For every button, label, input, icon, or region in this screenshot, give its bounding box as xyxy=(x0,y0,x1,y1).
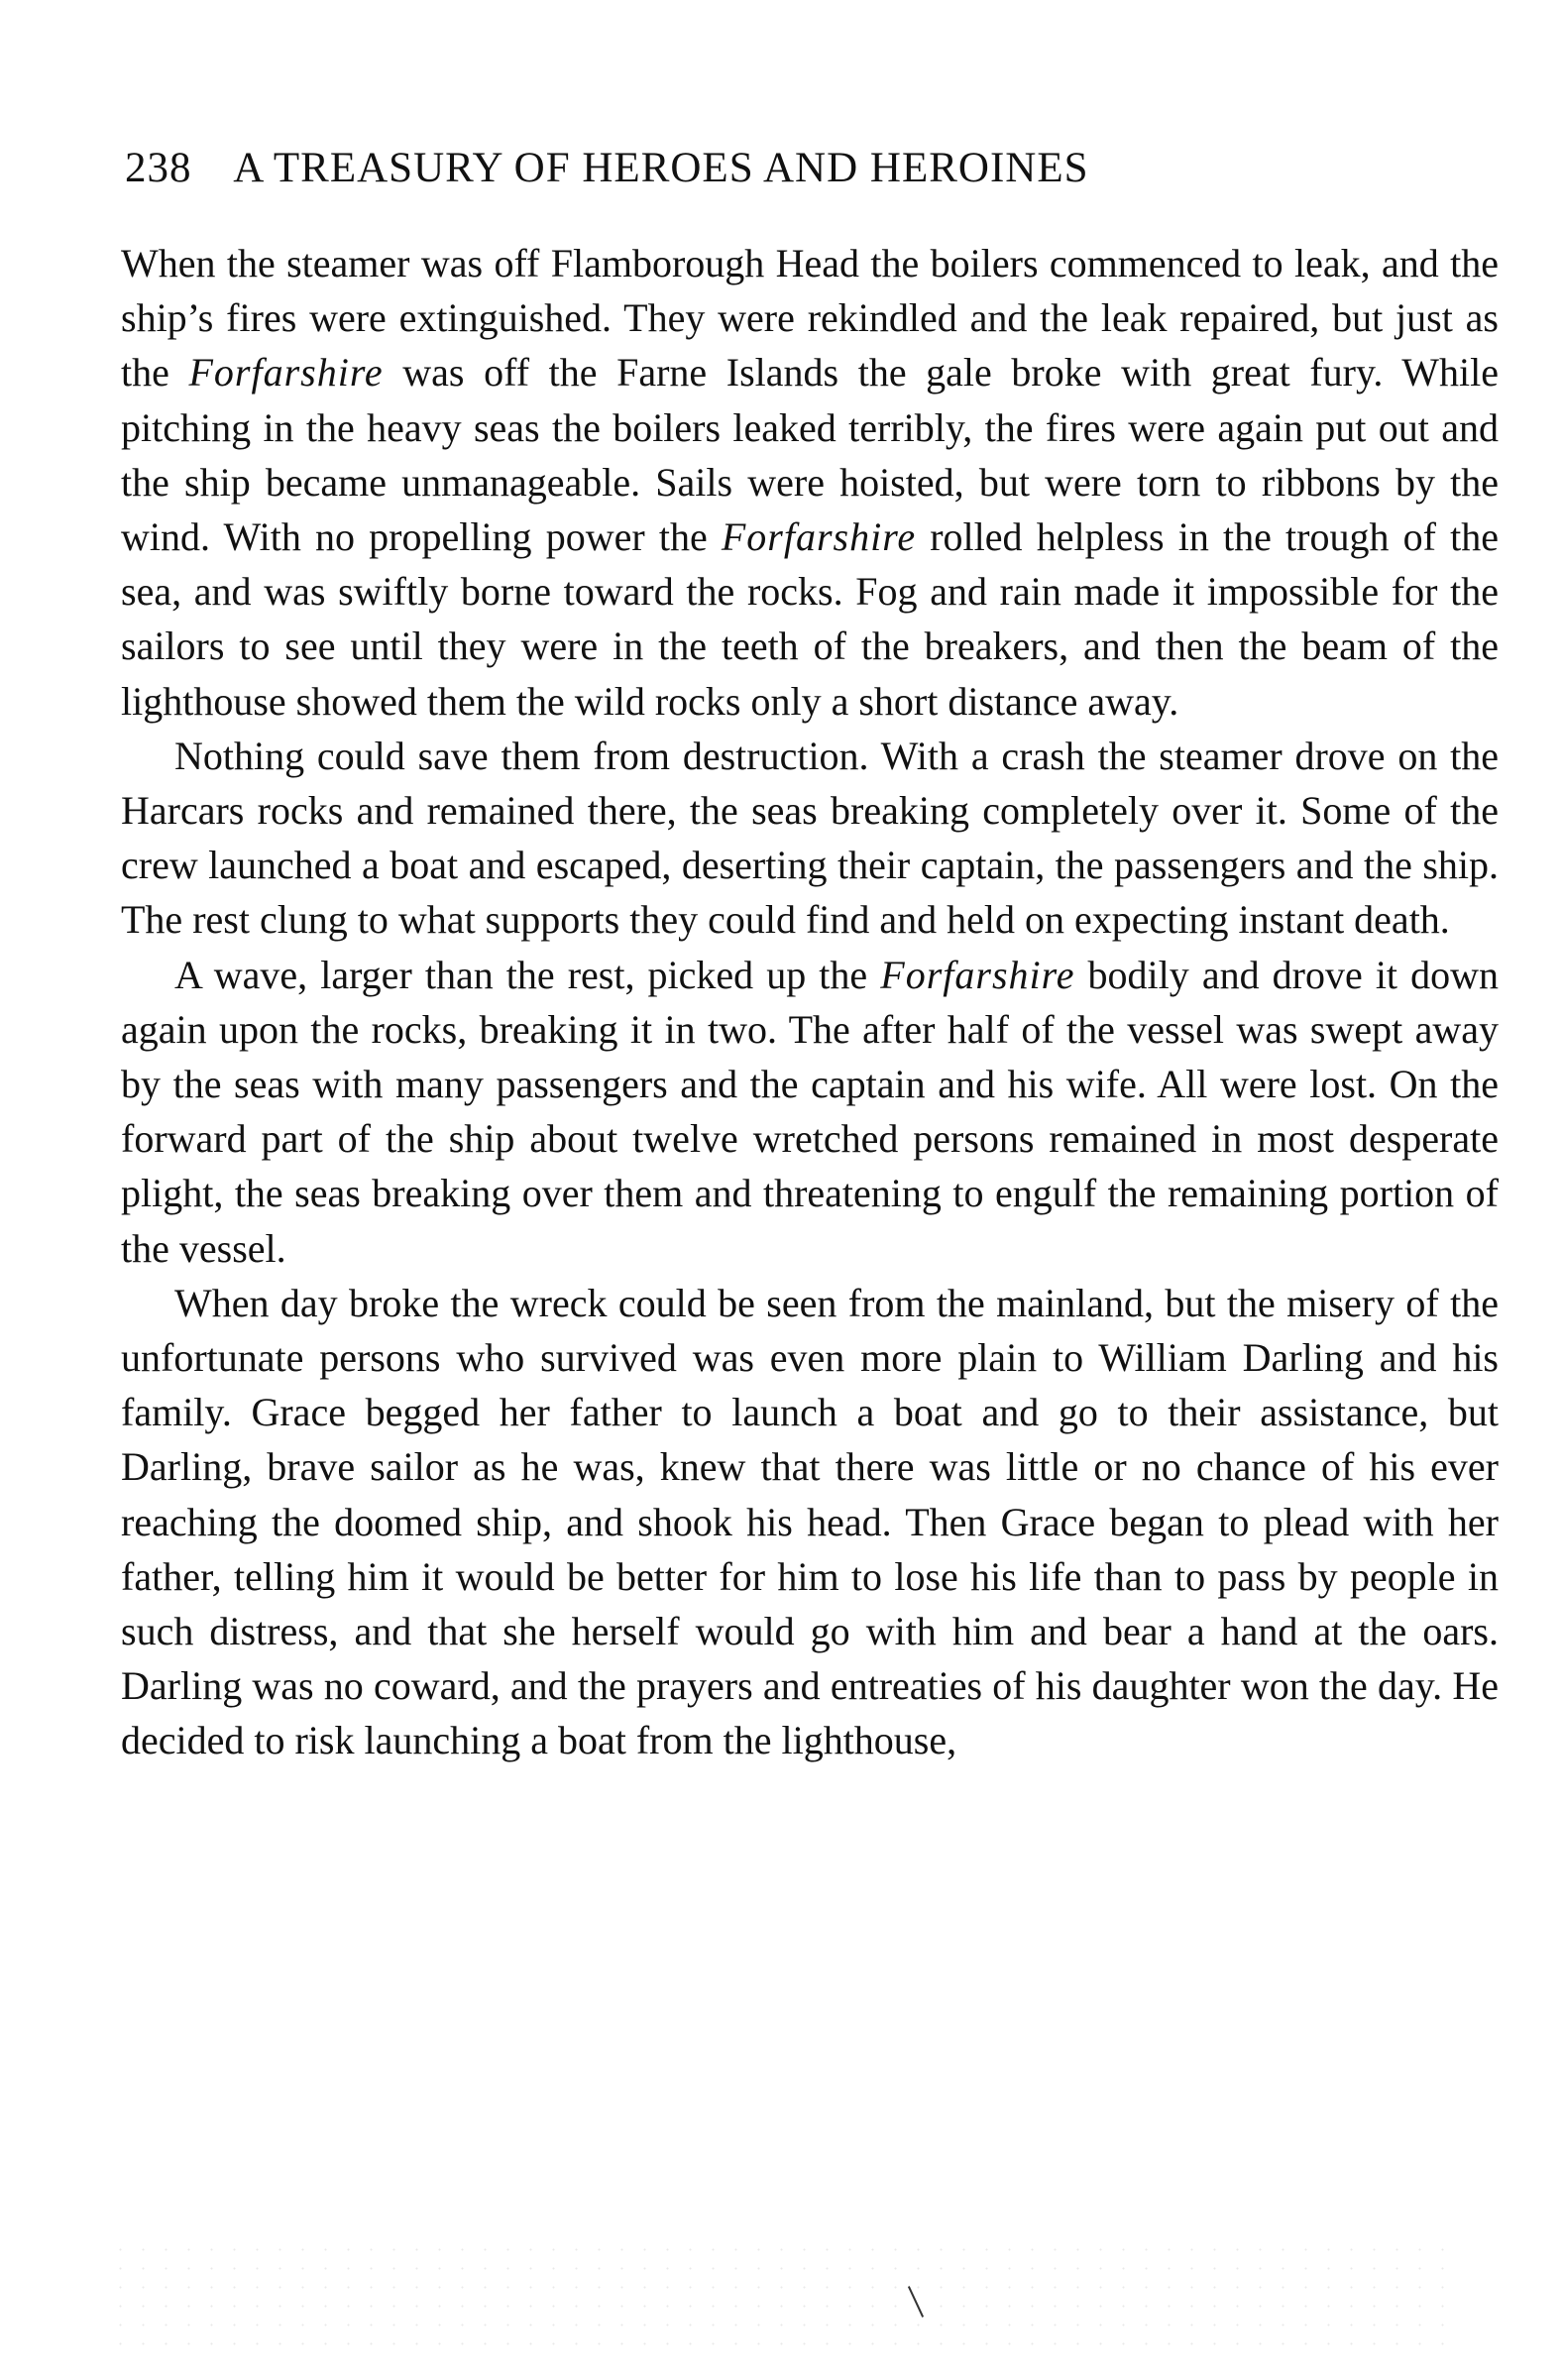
running-title: A TREASURY OF HEROES AND HEROINES xyxy=(233,145,1089,191)
paragraph-3-text-b: bodily and drove it down again upon the rocks, breaking it in two. The after half of the vessel was swept away by the seas with many passengers and the captain and his wife. All were lost. On the forward part of the ship about twelve wretched persons remained in most desperate plight, the seas breaking over them and threatening to engulf the remaining portion of the vessel. xyxy=(121,952,1500,1271)
paragraph-3 xyxy=(121,948,1499,1276)
paragraph-3-text-a: A wave, larger than the rest, picked up the xyxy=(174,952,881,997)
page-number: 238 xyxy=(125,145,192,191)
body-text xyxy=(121,236,1499,1768)
paragraph-1-text-a: When the steamer was off Flamborough Head the boilers commenced to leak, and the ship’s fires were extinguished. They were rekindled and the leak repaired, but just as the xyxy=(121,241,1499,396)
ship-name-italic: Forfarshire xyxy=(188,350,384,396)
paragraph-1-text-b: was off the Farne Islands the gale broke with great fury. While pitching in the heavy seas the boilers leaked terribly, the fires were again put out and the ship became unmanageable. Sails were hoisted, but were torn to ribbons by the wind. With no propelling power the xyxy=(121,350,1500,560)
paragraph-1-text-c: rolled helpless in the trough of the sea, and was swiftly borne toward the rocks. Fog and rain made it impossible for the sailors to see until they were in the teeth of the breakers, and then the beam of the lighthouse showed them the wild rocks only a short distance away. xyxy=(121,514,1499,724)
ship-name-italic: Forfarshire xyxy=(880,952,1075,997)
scan-noise xyxy=(109,2240,1457,2359)
paragraph-4: When day broke the wreck could be seen from the mainland, but the misery of the unfortunate persons who survived was even more plain to William Darling and his family. Grace begged her father to launch a boat and go to their assistance, but Darling, brave sailor as he was, knew that there was little or no chance of his ever reaching the doomed ship, and shook his head. Then Grace began to plead with her father, telling him it would be better for him to lose his life than to pass by people in such distress, and that she herself would go with him and bear a hand at the oars. Darling was no coward, and the prayers and entreaties of his daughter won the day. He decided to risk launching a boat from the lighthouse, xyxy=(121,1280,1499,1763)
running-head xyxy=(125,147,1453,189)
ship-name-italic: Forfarshire xyxy=(721,514,917,560)
paragraph-1 xyxy=(121,236,1499,729)
paragraph-2: Nothing could save them from destruction. With a crash the steamer drove on the Harcars rocks and remained there, the seas breaking completely over it. Some of the crew launched a boat and escaped, deserting their captain, the passengers and the ship. The rest clung to what supports they could find and held on expecting instant death. xyxy=(121,733,1499,943)
